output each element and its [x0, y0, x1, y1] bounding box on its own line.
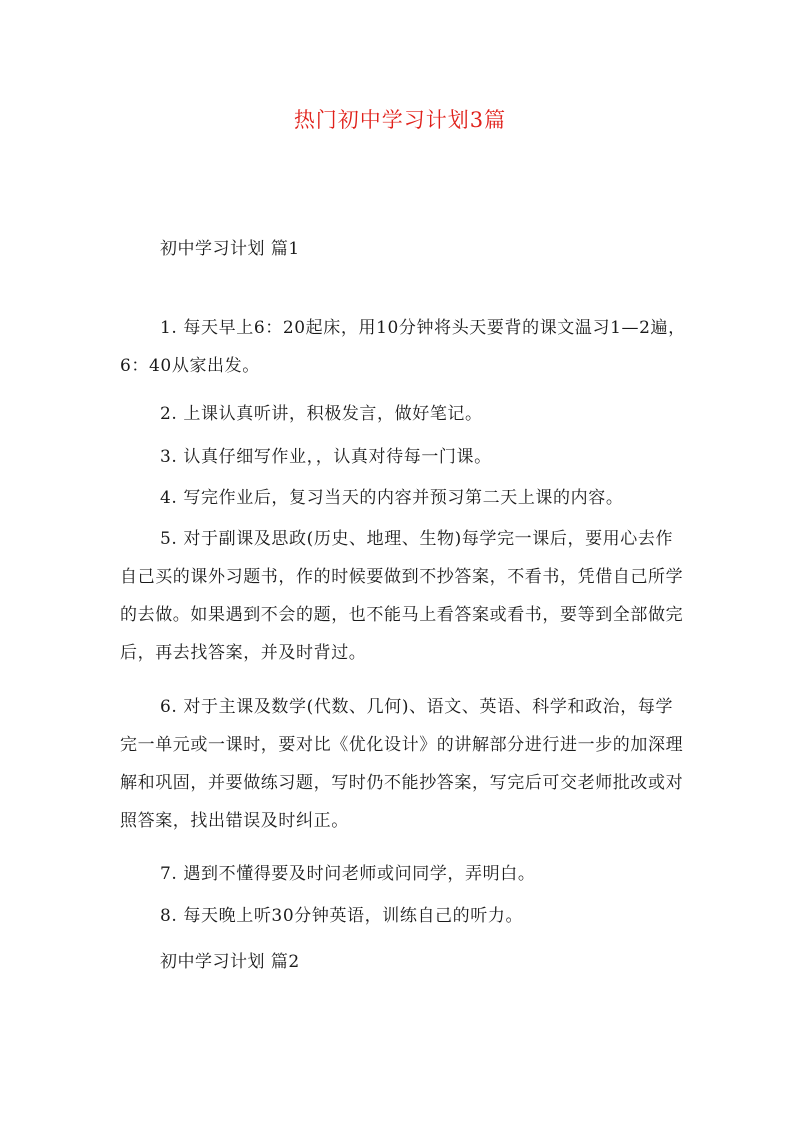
list-item-1: 1. 每天早上6：20起床，用10分钟将头天要背的课文温习1—2遍，6：40从家出发。	[120, 318, 686, 376]
section-heading-1: 初中学习计划 篇1	[160, 239, 300, 259]
list-item-8: 8. 每天晚上听30分钟英语，训练自己的听力。	[160, 906, 524, 926]
list-item-3: 3. 认真仔细写作业，，认真对待每一门课。	[160, 447, 492, 467]
list-item-6: 6. 对于主课及数学(代数、几何)、语文、英语、科学和政治，每学完一单元或一课时，要对比《优化设计》的讲解部分进行进一步的加深理解和巩固，并要做练习题，写时仍不能抄答案，写完后可交老师批改或对照答案，找出错误及时纠正。	[120, 697, 684, 831]
list-item-2: 2. 上课认真听讲，积极发言，做好笔记。	[160, 404, 483, 424]
section-heading-2: 初中学习计划 篇2	[160, 952, 300, 972]
document-title: 热门初中学习计划3篇	[293, 108, 507, 132]
list-item-4: 4. 写完作业后，复习当天的内容并预习第二天上课的内容。	[160, 488, 624, 508]
list-item-7: 7. 遇到不懂得要及时问老师或问同学，弄明白。	[160, 864, 536, 884]
list-item-5: 5. 对于副课及思政(历史、地理、生物)每学完一课后，要用心去作自己买的课外习题书，作的时候要做到不抄答案，不看书，凭借自己所学的去做。如果遇到不会的题，也不能马上看答案或看书，要等到全部做完后，再去找答案，并及时背过。	[120, 529, 684, 663]
